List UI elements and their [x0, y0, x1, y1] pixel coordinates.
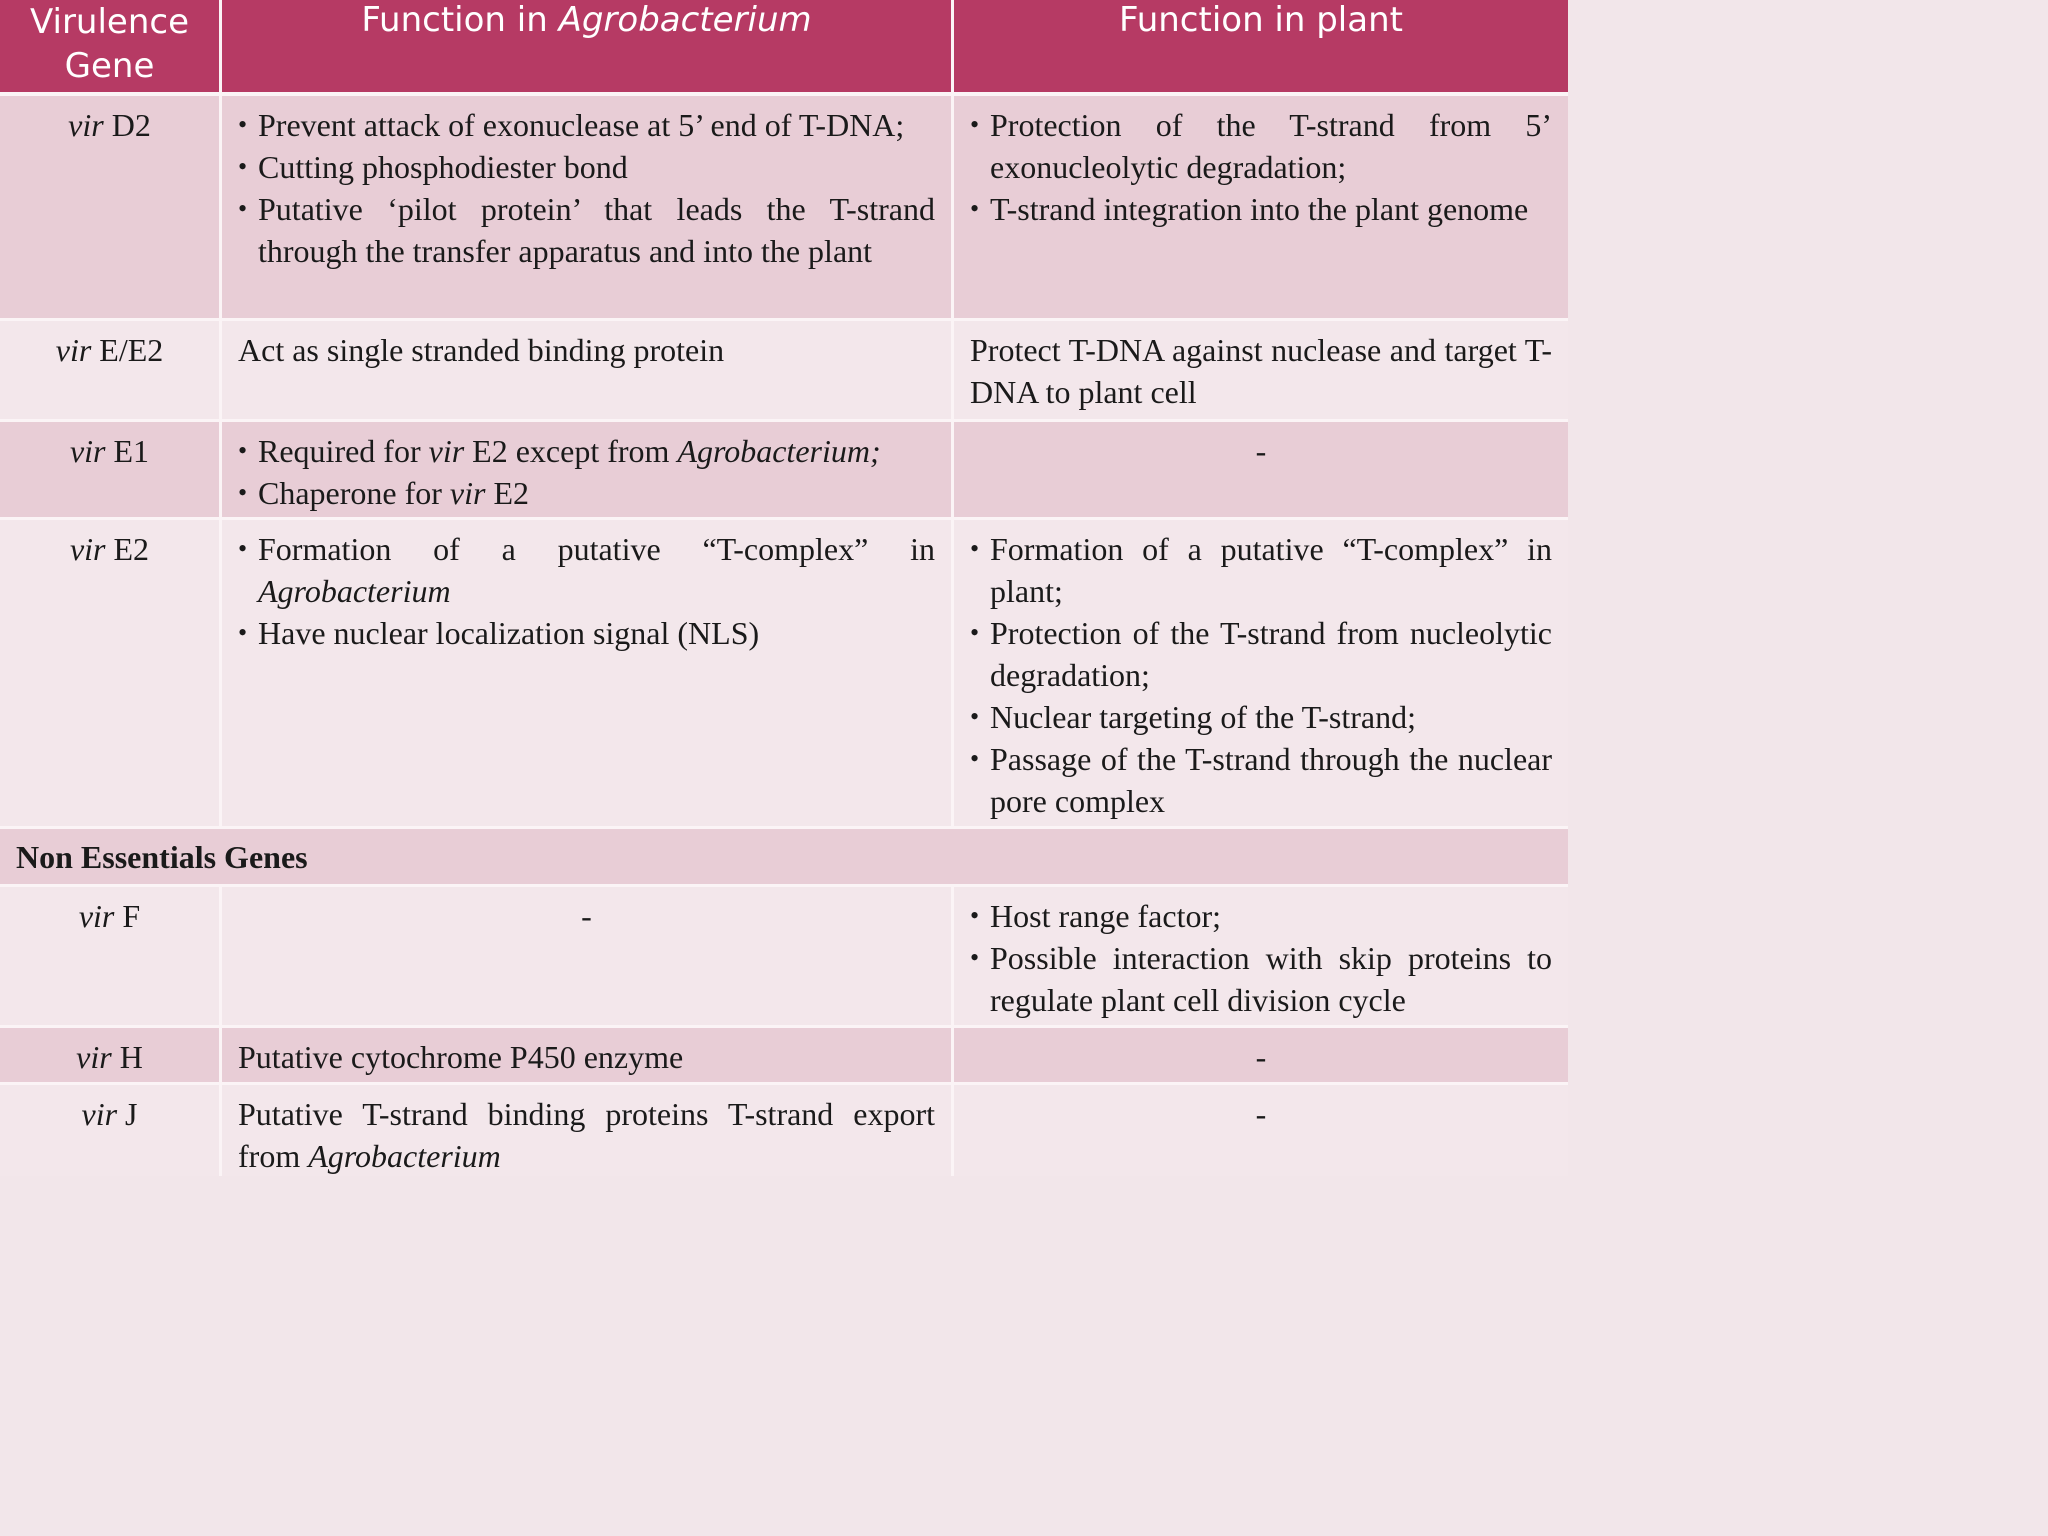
- plant-text: -: [1255, 433, 1267, 469]
- gene-name: D2: [103, 107, 151, 143]
- list-item: [238, 472, 935, 514]
- agro-function-cell: [222, 321, 954, 419]
- plant-function-cell: [954, 1085, 1568, 1176]
- text-italic: vir: [449, 475, 486, 511]
- gene-cell: [0, 422, 222, 517]
- gene-vir: vir: [55, 332, 92, 368]
- gene-vir: vir: [78, 898, 115, 934]
- list-item: • Cutting phosphodiester bond: [238, 146, 935, 188]
- gene-name: H: [111, 1039, 143, 1075]
- text-italic: Agrobacterium: [258, 573, 451, 609]
- gene-vir: vir: [68, 107, 104, 143]
- list-item: • T-strand integration into the plant genome: [970, 188, 1552, 230]
- table-row: [0, 422, 1568, 520]
- gene-name: E/E2: [91, 332, 164, 368]
- gene-name: E2: [105, 531, 150, 567]
- plant-function-cell: [954, 1028, 1568, 1082]
- gene-vir: vir: [76, 1039, 112, 1075]
- plant-function-cell: [954, 321, 1568, 419]
- gene-vir: vir: [81, 1096, 118, 1132]
- gene-vir: vir: [69, 433, 106, 469]
- list-item: • Protection of the T-strand from 5’ exonucleolytic degradation;: [970, 104, 1552, 188]
- agro-text: -: [581, 898, 592, 934]
- header-col3: Function in plant: [1119, 0, 1403, 40]
- table-row: [0, 887, 1568, 1028]
- gene-name: E1: [105, 433, 150, 469]
- plant-text: Protect T-DNA against nuclease and target T-DNA to plant cell: [970, 332, 1552, 410]
- table-row: [0, 520, 1568, 829]
- agro-function-cell: [222, 1028, 954, 1082]
- list-item: • Have nuclear localization signal (NLS): [238, 612, 935, 654]
- list-item: • Passage of the T-strand through the nuclear pore complex: [970, 738, 1552, 822]
- agro-function-cell: [222, 96, 954, 318]
- header-function-plant: [954, 0, 1568, 92]
- gene-cell: [0, 96, 222, 318]
- plant-function-cell: [954, 887, 1568, 1025]
- agro-function-cell: [222, 1085, 954, 1176]
- gene-cell: [0, 321, 222, 419]
- header-col1-line2: Gene: [64, 46, 155, 86]
- header-function-agro: [222, 0, 954, 92]
- gene-cell: [0, 520, 222, 826]
- list-item: [238, 430, 935, 472]
- gene-vir: vir: [69, 531, 106, 567]
- list-item: • Protection of the T-strand from nucleolytic degradation;: [970, 612, 1552, 696]
- agro-function-cell: [222, 887, 954, 1025]
- text-segment: E2 except from: [464, 433, 678, 469]
- text-italic: vir: [428, 433, 465, 469]
- gene-name: J: [117, 1096, 138, 1132]
- agro-function-cell: [222, 422, 954, 517]
- gene-name: F: [114, 898, 141, 934]
- text-segment: Chaperone for: [258, 475, 450, 511]
- section-title: Non Essentials Genes: [16, 839, 308, 875]
- header-col2-italic: Agrobacterium: [558, 0, 812, 40]
- text-segment: E2: [485, 475, 530, 511]
- agro-text: Putative T-strand binding proteins T-strand export from: [238, 1096, 935, 1174]
- text-segment: Required for: [258, 433, 429, 469]
- section-row: [0, 829, 1568, 887]
- list-item: • Prevent attack of exonuclease at 5’ end of T-DNA;: [238, 104, 935, 146]
- list-item: • Formation of a putative “T-complex” in plant;: [970, 528, 1552, 612]
- list-item: • Nuclear targeting of the T-strand;: [970, 696, 1552, 738]
- plant-text: -: [1255, 1096, 1267, 1132]
- table-row: [0, 321, 1568, 422]
- table-row: [0, 1085, 1568, 1176]
- agro-function-cell: [222, 520, 954, 826]
- agro-text: Act as single stranded binding protein: [238, 332, 725, 368]
- header-virulence-gene: [0, 0, 222, 92]
- gene-cell: [0, 1085, 222, 1176]
- text-italic: Agrobacterium;: [677, 433, 881, 469]
- plant-text: -: [1255, 1039, 1267, 1075]
- gene-cell: [0, 1028, 222, 1082]
- plant-function-cell: [954, 96, 1568, 318]
- plant-function-cell: [954, 422, 1568, 517]
- text-segment: Formation of a putative “T-complex” in: [258, 531, 935, 567]
- table-row: [0, 1028, 1568, 1085]
- header-col2-prefix: Function in: [361, 0, 559, 40]
- list-item: • Putative ‘pilot protein’ that leads the T-strand through the transfer apparatus and into the plant: [238, 188, 935, 272]
- gene-cell: [0, 887, 222, 1025]
- text-italic: Agrobacterium: [308, 1138, 501, 1174]
- table-header: [0, 0, 1568, 96]
- plant-function-cell: [954, 520, 1568, 826]
- table-row: [0, 96, 1568, 321]
- list-item: • Host range factor;: [970, 895, 1552, 937]
- list-item: [238, 528, 935, 612]
- list-item: • Possible interaction with skip proteins to regulate plant cell division cycle: [970, 937, 1552, 1021]
- agro-text: Putative cytochrome P450 enzyme: [238, 1039, 684, 1075]
- header-col1-line1: Virulence: [29, 2, 189, 42]
